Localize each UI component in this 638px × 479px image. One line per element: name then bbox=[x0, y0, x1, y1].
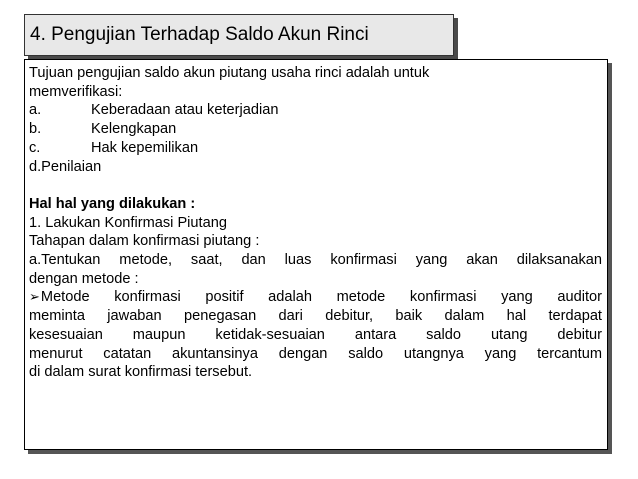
list-text: Keberadaan atau keterjadian bbox=[91, 102, 279, 119]
list-marker: b. bbox=[29, 121, 42, 138]
list-item bbox=[29, 120, 602, 139]
method-line-1 bbox=[29, 288, 602, 307]
list-text: Hak kepemilikan bbox=[91, 139, 199, 156]
step-1: 1. Lakukan Konfirmasi Piutang bbox=[29, 214, 227, 231]
intro-line-1: Tujuan pengujian saldo akun piutang usaha rinci adalah untuk bbox=[29, 65, 430, 81]
list-item-d: d.Penilaian bbox=[29, 158, 102, 175]
stages-label: Tahapan dalam konfirmasi piutang : bbox=[29, 233, 260, 250]
list-text: Kelengkapan bbox=[91, 121, 177, 138]
method-line-5: di dalam surat konfirmasi tersebut. bbox=[29, 364, 253, 381]
content-box bbox=[24, 59, 608, 450]
intro-line-2: memverifikasi: bbox=[29, 83, 123, 100]
method-text: Metode konfirmasi positif adalah metode konfirmasi yang auditor bbox=[40, 289, 602, 306]
list-item bbox=[29, 139, 602, 158]
spacer bbox=[29, 176, 602, 195]
slide-title bbox=[24, 14, 454, 56]
list-item bbox=[29, 101, 602, 120]
slide-title-text: 4. Pengujian Terhadap Saldo Akun Rinci bbox=[30, 24, 369, 45]
stage-a-line-2: dengan metode : bbox=[29, 270, 139, 287]
stage-a-line-1: a.Tentukan metode, saat, dan luas konfirmasi yang akan dilaksanakan bbox=[29, 252, 602, 269]
method-line-4: menurut catatan akuntansinya dengan saldo utangnya yang tercantum bbox=[29, 345, 602, 362]
list-marker: c. bbox=[29, 139, 41, 156]
method-line-3: kesesuaian maupun ketidak-sesuaian antara saldo utang debitur bbox=[29, 326, 602, 343]
list-marker: a. bbox=[29, 102, 42, 119]
arrow-right-icon: ➢ bbox=[29, 289, 40, 305]
actions-heading: Hal hal yang dilakukan : bbox=[29, 195, 196, 212]
method-line-2: meminta jawaban penegasan dari debitur, baik dalam hal terdapat bbox=[29, 308, 602, 325]
